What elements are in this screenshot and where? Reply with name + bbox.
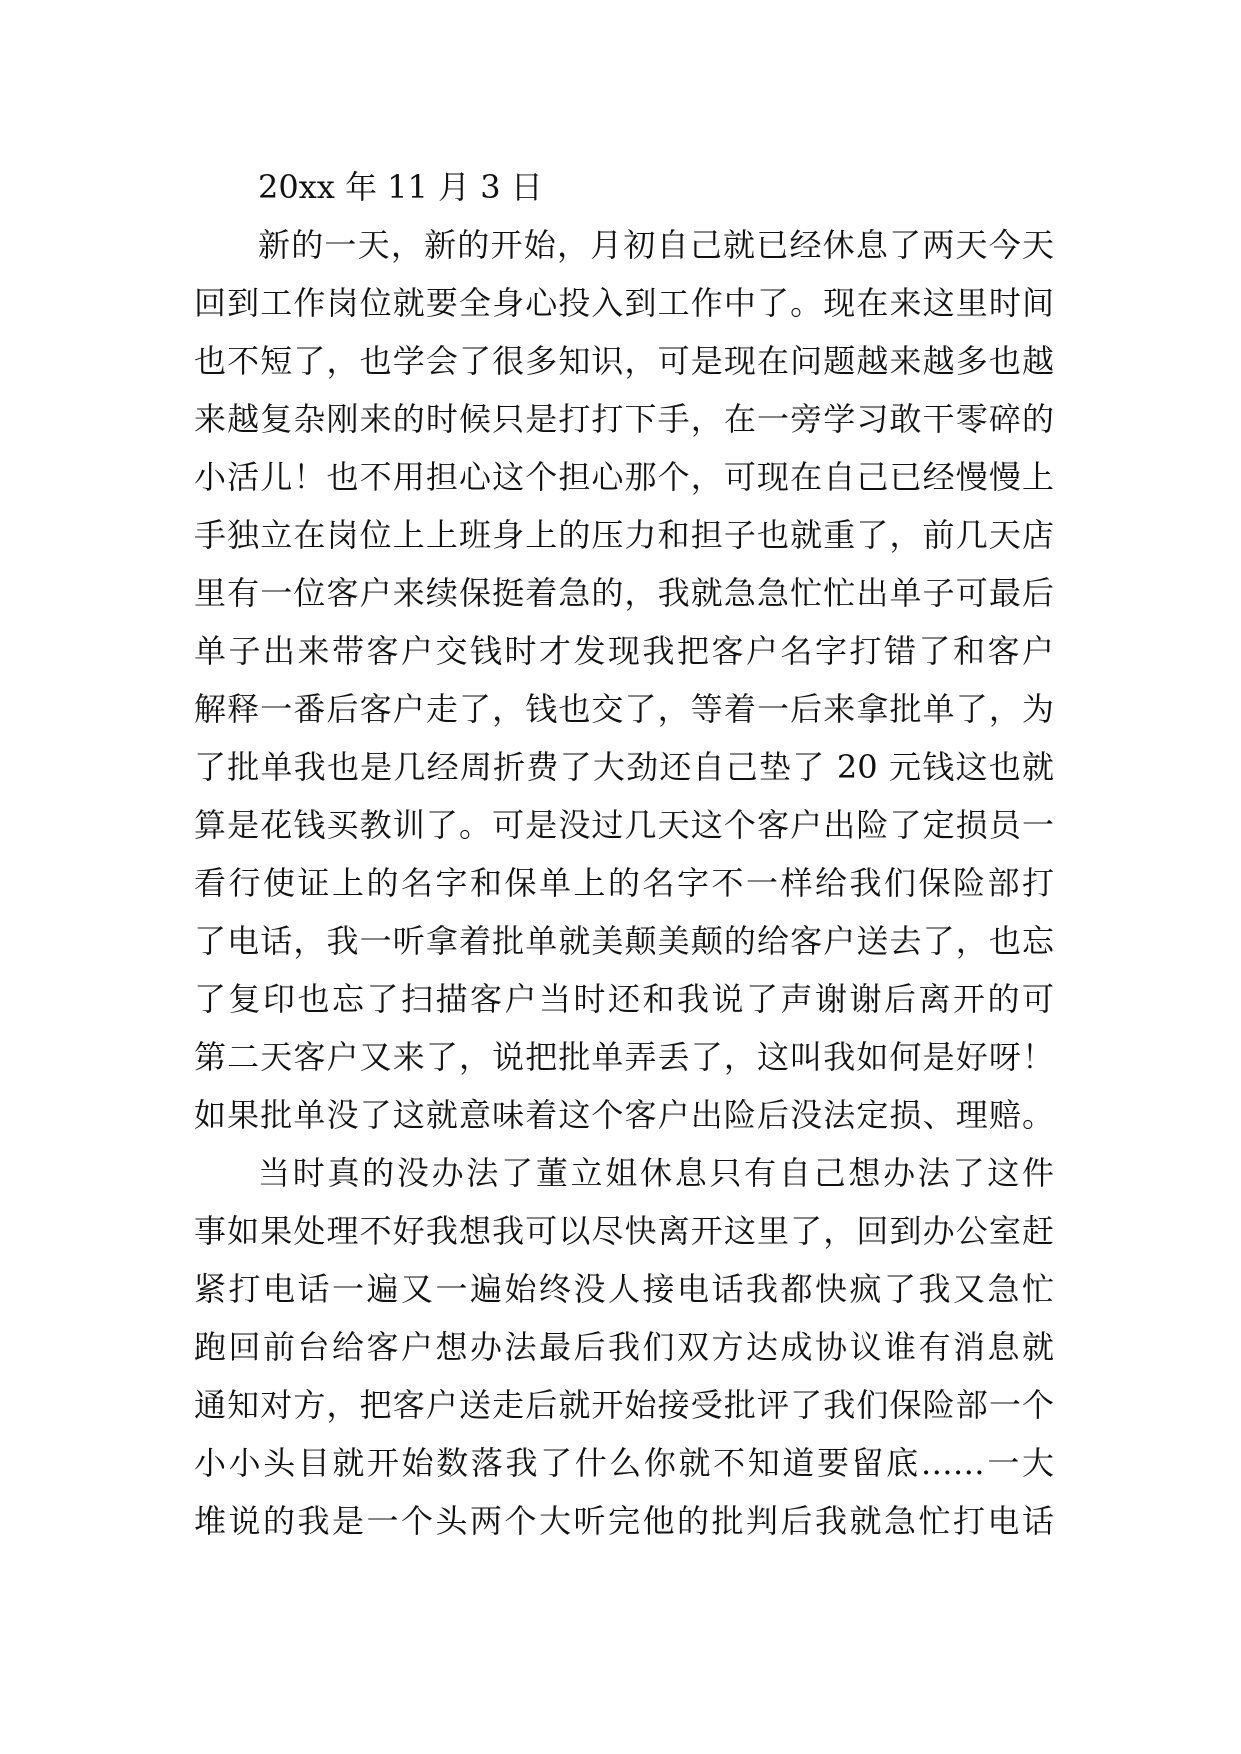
- paragraph-line: 看行使证上的名字和保单上的名字不一样给我们保险部打: [194, 864, 1054, 902]
- paragraph-line: 新的一天，新的开始，月初自己就已经休息了两天今天: [258, 226, 1054, 264]
- paragraph-line: 紧打电话一遍又一遍始终没人接电话我都快疯了我又急忙: [194, 1270, 1054, 1308]
- paragraph-line: 回到工作岗位就要全身心投入到工作中了。现在来这里时间: [194, 284, 1054, 322]
- paragraph-line: 手独立在岗位上上班身上的压力和担子也就重了，前几天店: [194, 516, 1054, 554]
- paragraph-line: 了复印也忘了扫描客户当时还和我说了声谢谢后离开的可: [194, 980, 1054, 1018]
- paragraph-line: 里有一位客户来续保挺着急的，我就急急忙忙出单子可最后: [194, 574, 1054, 612]
- paragraph-line: 了电话，我一听拿着批单就美颠美颠的给客户送去了，也忘: [194, 922, 1054, 960]
- paragraph-line: 解释一番后客户走了，钱也交了，等着一后来拿批单了，为: [194, 690, 1054, 728]
- paragraph-line: 来越复杂刚来的时候只是打打下手，在一旁学习敢干零碎的: [194, 400, 1054, 438]
- paragraph-line: 第二天客户又来了，说把批单弄丢了，这叫我如何是好呀！: [194, 1038, 1054, 1076]
- paragraph-line: 了批单我也是几经周折费了大劲还自己垫了 20 元钱这也就: [194, 748, 1054, 786]
- document-date: 20xx 年 11 月 3 日: [258, 168, 543, 206]
- paragraph-line: 通知对方，把客户送走后就开始接受批评了我们保险部一个: [194, 1386, 1054, 1424]
- paragraph-line: 也不短了，也学会了很多知识，可是现在问题越来越多也越: [194, 342, 1054, 380]
- paragraph-line: 算是花钱买教训了。可是没过几天这个客户出险了定损员一: [194, 806, 1054, 844]
- paragraph-line: 跑回前台给客户想办法最后我们双方达成协议谁有消息就: [194, 1328, 1054, 1366]
- paragraph-line: 事如果处理不好我想我可以尽快离开这里了，回到办公室赶: [194, 1212, 1054, 1250]
- paragraph-line: 堆说的我是一个头两个大听完他的批判后我就急忙打电话: [194, 1502, 1054, 1540]
- paragraph-line: 如果批单没了这就意味着这个客户出险后没法定损、理赔。: [194, 1096, 1054, 1134]
- paragraph-line: 当时真的没办法了董立姐休息只有自己想办法了这件: [258, 1154, 1054, 1192]
- paragraph-line: 单子出来带客户交钱时才发现我把客户名字打错了和客户: [194, 632, 1054, 670]
- paragraph-line: 小活儿！也不用担心这个担心那个，可现在自己已经慢慢上: [194, 458, 1054, 496]
- paragraph-line: 小小头目就开始数落我了什么你就不知道要留底……一大: [194, 1444, 1054, 1482]
